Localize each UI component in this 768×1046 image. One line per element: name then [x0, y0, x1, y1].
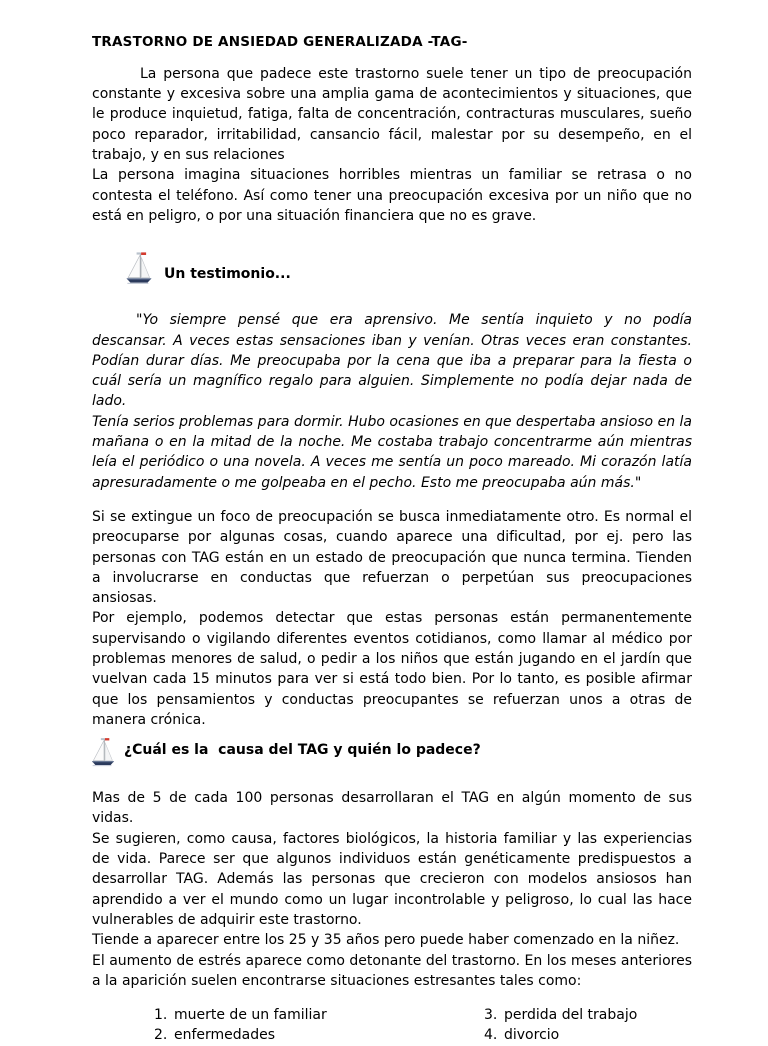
paragraph-testimony-1: "Yo siempre pensé que era aprensivo. Me sentía inquieto y no podía descansar. A veces estas sensaciones iban y venían. Otras veces eran constantes. Podían durar días. Me preocupaba por la cena que iba a preparar para la fiesta o cuál sería un magnífico regalo para alguien. Simplemente no podía dejar nada de lado.	[92, 312, 692, 410]
page-title: TRASTORNO DE ANSIEDAD GENERALIZADA -TAG-	[92, 34, 468, 50]
section-heading-testimony-label: Un testimonio...	[164, 266, 291, 283]
list-item	[154, 1025, 484, 1045]
spacer	[92, 768, 692, 788]
document-content	[92, 34, 692, 1046]
list-item-label: enfermedades	[174, 1027, 276, 1044]
spacer	[92, 493, 692, 507]
paragraph-cause-1: Mas de 5 de cada 100 personas desarrollaran el TAG en algún momento de sus vidas.	[92, 790, 692, 827]
stressor-list-right-items	[484, 1005, 637, 1046]
stressor-list	[154, 1005, 692, 1046]
paragraph-body-1: Si se extingue un foco de preocupación se busca inmediatamente otro. Es normal el preocuparse por algunas cosas, cuando aparece una dificultad, por ej. pero las personas con TAG están en un estado de preocupación que nunca termina. Tienden a involucrarse en conductas que refuerzan o perpetúan sus preocupaciones ansiosas.	[92, 508, 692, 607]
paragraph-testimony-2: Tenía serios problemas para dormir. Hubo ocasiones en que despertaba ansioso en la mañana o en la mitad de la noche. Me costaba trabajo concentrarme aún mientras leía el periódico o una novela. A veces me sentía un poco mareado. Mi corazón latía apresuradamente o me golpeaba en el pecho. Esto me preocupaba aún más."	[92, 413, 692, 491]
list-item-number: 2.	[154, 1027, 168, 1044]
list-item-number: 4.	[484, 1027, 498, 1044]
list-item	[484, 1025, 637, 1045]
list-item-label: divorcio	[504, 1027, 560, 1044]
stressor-list-column-right	[484, 1005, 637, 1046]
section-heading-cause	[92, 736, 692, 768]
spacer	[92, 226, 692, 250]
paragraph-cause-2: Se sugieren, como causa, factores biológicos, la historia familiar y las experiencias de vida. Parece ser que algunos individuos están genéticamente predispuestos a desarrollar TAG. Además las personas que crecieron con modelos ansiosos han aprendido a ver el mundo como un lugar incontrolable y peligroso, lo cual las hace vulnerables de adquirir este trastorno.	[92, 830, 692, 928]
sailboat-icon	[92, 736, 118, 768]
list-item-label: perdida del trabajo	[504, 1007, 638, 1024]
list-item-number: 1.	[154, 1007, 168, 1024]
stressor-list-left-items	[154, 1005, 484, 1046]
list-item	[154, 1005, 484, 1025]
list-item-number: 3.	[484, 1007, 498, 1024]
paragraph-intro-2: La persona imagina situaciones horribles mientras un familiar se retrasa o no contesta el teléfono. Así como tener una preocupación excesiva por un niño que no está en peligro, o por una situación financiera que no es grave.	[92, 167, 692, 224]
sailboat-icon	[124, 250, 154, 286]
paragraph-body-2: Por ejemplo, podemos detectar que estas personas están permanentemente supervisando o vigilando diferentes eventos cotidianos, como llamar al médico por problemas menores de salud, o pedir a los niños que están jugando en el jardín que vuelvan cada 15 minutos para ver si está todo bien. Por lo tanto, es posible afirmar que los pensamientos y conductas preocupantes se refuerzan unos a otras de manera crónica.	[92, 610, 692, 728]
section-heading-cause-label: ¿Cuál es la causa del TAG y quién lo padece?	[124, 742, 481, 759]
section-heading-testimony	[92, 250, 692, 286]
paragraph-intro-1: La persona que padece este trastorno suele tener un tipo de preocupación constante y excesiva sobre una amplia gama de acontecimientos y situaciones, que le produce inquietud, fatiga, falta de concentración, contracturas musculares, sueño poco reparador, irritabilidad, cansancio fácil, malestar por su desempeño, en el trabajo, y en sus relaciones	[92, 65, 692, 164]
spacer	[92, 286, 692, 310]
list-item	[484, 1005, 637, 1025]
stressor-list-column-left	[154, 1005, 484, 1046]
paragraph-cause-4: El aumento de estrés aparece como detonante del trastorno. En los meses anteriores a la aparición suelen encontrarse situaciones estresantes tales como:	[92, 952, 692, 989]
spacer	[92, 991, 692, 1003]
list-item-label: muerte de un familiar	[174, 1007, 327, 1024]
paragraph-cause-3: Tiende a aparecer entre los 25 y 35 años pero puede haber comenzado en la niñez.	[92, 932, 680, 949]
